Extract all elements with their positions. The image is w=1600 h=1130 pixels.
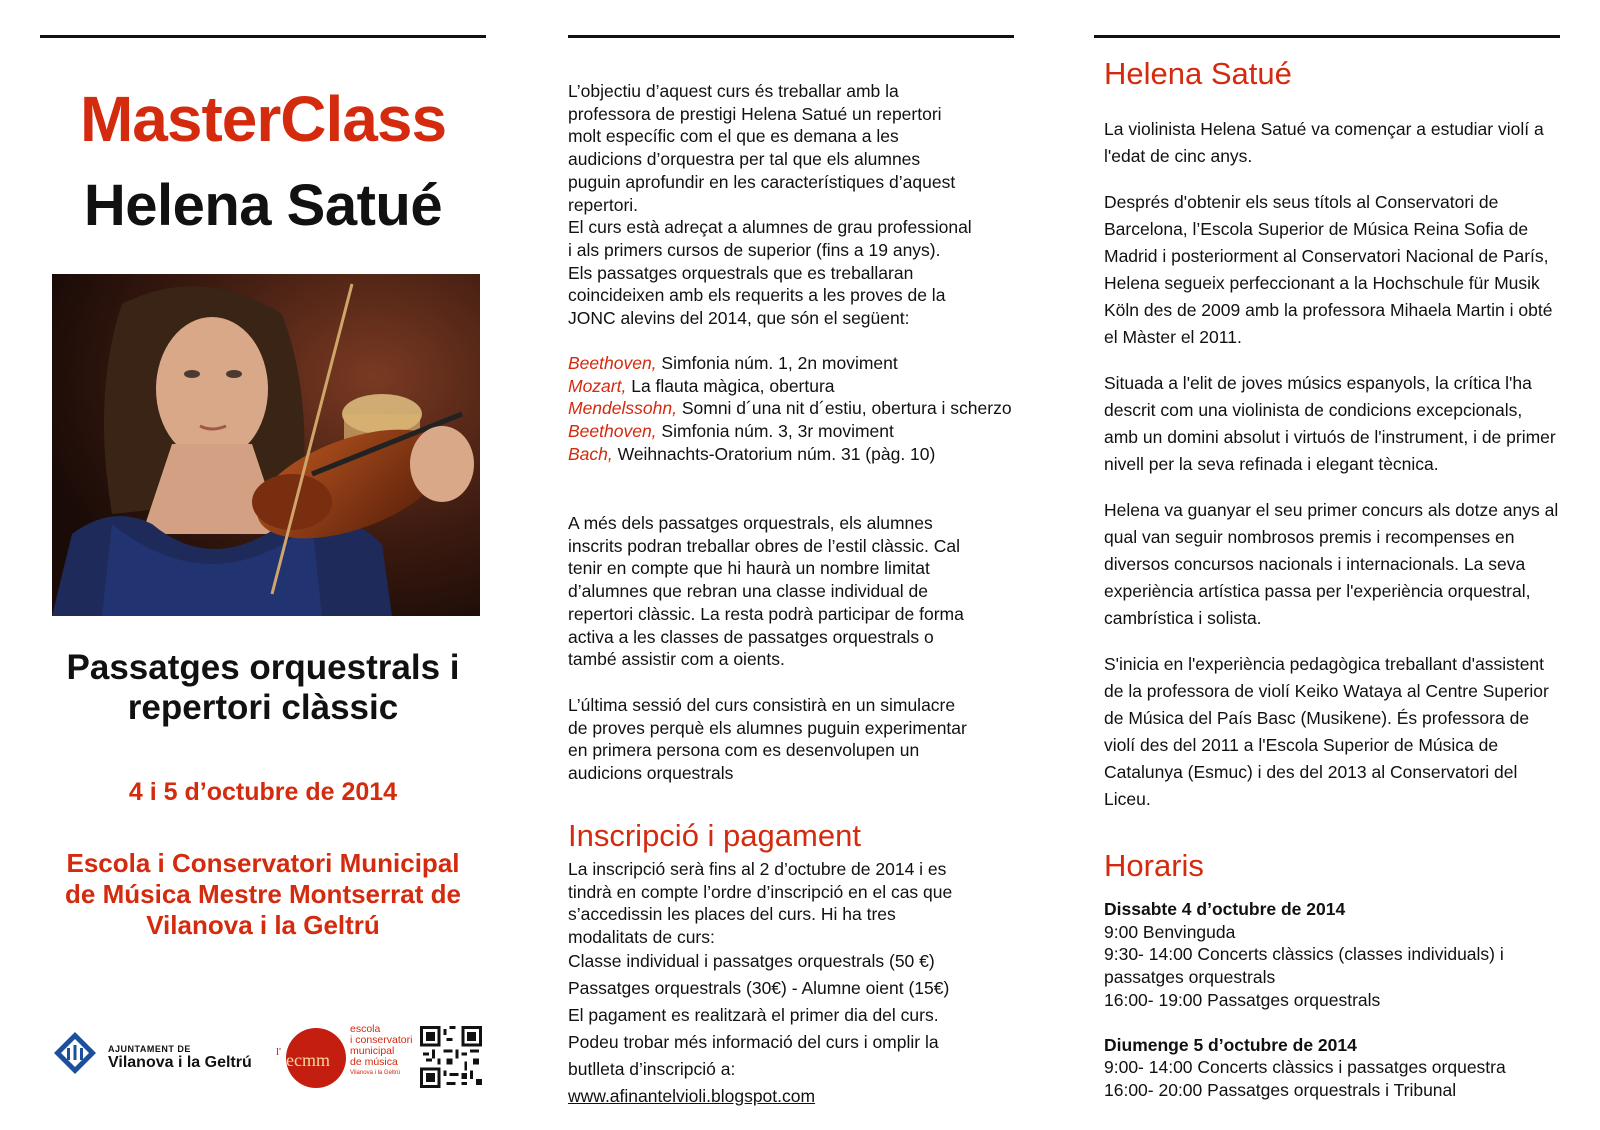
- repertoire-item: [568, 375, 1014, 398]
- composer-name: Mozart,: [568, 375, 627, 396]
- schedule-day: Diumenge 5 d’octubre de 2014: [1104, 1034, 1357, 1055]
- work-title: Simfonia núm. 3, 3r moviment: [656, 421, 894, 442]
- repertoire-item: [568, 397, 1014, 420]
- text-line: professora de prestigi Helena Satué un repertori: [568, 103, 942, 124]
- repertoire-list: [568, 352, 1014, 466]
- composer-name: Bach,: [568, 443, 613, 464]
- blog-link[interactable]: www.afinantelvioli.blogspot.com: [568, 1086, 816, 1106]
- bio-heading: Helena Satué: [1104, 56, 1292, 91]
- text-line: audicions d’orquestra per tal que els alumnes: [568, 149, 921, 170]
- text-line: tenir en compte que hi haurà un nombre limitat: [568, 558, 930, 579]
- text-line: audicions orquestrals: [568, 763, 734, 784]
- composer-name: Beethoven,: [568, 353, 657, 373]
- text-line: L’última sessió del curs consistirà en un simulacre: [568, 695, 956, 715]
- subtitle-line: Passatges orquestrals i: [66, 648, 460, 687]
- text-line: Els passatges orquestrals que es treballaran: [568, 262, 914, 283]
- schedule: [1104, 898, 1560, 1102]
- inscription-details: [568, 948, 1014, 1110]
- text-line: butlleta d’inscripció a:: [568, 1059, 736, 1079]
- ecmm-logo-icon: [272, 1024, 362, 1090]
- repertoire-item: [568, 420, 1014, 443]
- schedule-heading: Horaris: [1104, 848, 1204, 883]
- text-line: Passatges orquestrals (30€) - Alumne oient (15€): [568, 978, 950, 998]
- composer-name: Mendelssohn,: [568, 398, 677, 419]
- text-line: El pagament es realitzarà el primer dia del curs.: [568, 1005, 939, 1025]
- ecmm-line: de música: [350, 1056, 398, 1068]
- school-name: [40, 848, 486, 941]
- bio-paragraph: S'inicia en l'experiència pedagògica treballant d'assistent de la professora de violí Keiko Wataya al Centre Superior de Música del País Basc (Musikene). És professora de violí des del 2011 a l'Escola Superior de Música de Catalunya (Esmuc) i des del 2013 al Conservatori del Liceu.: [1104, 654, 1549, 809]
- ecmm-line: escola: [350, 1023, 381, 1035]
- text-line: La inscripció serà fins al 2 d’octubre de 2014 i es: [568, 859, 947, 879]
- bio-paragraph: Helena va guanyar el seu primer concurs als dotze anys al qual van seguir nombrosos premis i recompenses en diversos concursos nacionals i internacionals. La seva experiència artística passa per l'experiència orquestral, cambrística i solista.: [1104, 500, 1559, 628]
- composer-name: Beethoven,: [568, 421, 657, 442]
- text-line: tindrà en compte l’ordre d’inscripció en el cas que: [568, 881, 953, 902]
- school-line: Escola i Conservatori Municipal: [66, 848, 460, 878]
- ecmm-line: i conservatori: [350, 1034, 413, 1046]
- text-line: d’alumnes que rebran una classe individual de: [568, 581, 928, 602]
- text-line: i als primers cursos de superior (fins a 19 anys).: [568, 239, 941, 260]
- bio-paragraph: Situada a l'elit de joves músics espanyols, la crítica l'ha descrit com una violinista de condicions excepcionals, amb un domini absolut i virtuós de l'instrument, i de primer nivell per la seva refinada i elegant tècnica.: [1104, 373, 1556, 474]
- ecmm-logo-text: [350, 1024, 412, 1079]
- ajuntament-name: Vilanova i la Geltrú: [108, 1054, 252, 1071]
- text-line: Classe individual i passatges orquestrals (50 €): [568, 951, 935, 971]
- biography-column: [1094, 0, 1560, 1130]
- work-title: Weihnachts-Oratorium núm. 31 (pàg. 10): [612, 443, 936, 464]
- violinist-photo: [52, 274, 480, 616]
- top-rule: [40, 35, 486, 38]
- course-info-column: [568, 0, 1014, 1130]
- work-title: La flauta màgica, obertura: [626, 375, 835, 396]
- inscription-paragraph: [568, 858, 1014, 949]
- repertoire-item: [568, 443, 1014, 466]
- schedule-item: 9:00- 14:00 Concerts clàssics i passatges orquestra: [1104, 1057, 1506, 1078]
- text-line: El curs està adreçat a alumnes de grau professional: [568, 217, 972, 238]
- svg-text:ecmm: ecmm: [286, 1050, 330, 1070]
- inscription-heading: Inscripció i pagament: [568, 818, 861, 853]
- work-title: Somni d´una nit d´estiu, obertura i scherzo: [676, 398, 1012, 419]
- text-line: de proves perquè els alumnes puguin experimentar: [568, 717, 967, 738]
- qr-code-icon[interactable]: [420, 1026, 482, 1088]
- text-line: inscrits podran treballar obres de l’estil clàssic. Cal: [568, 535, 960, 556]
- school-line: de Música Mestre Montserrat de: [65, 879, 461, 909]
- bio-paragraph: La violinista Helena Satué va començar a estudiar violí a l'edat de cinc anys.: [1104, 119, 1544, 166]
- intro-paragraph: [568, 80, 1014, 330]
- text-line: JONC alevins del 2014, que són el següent:: [568, 308, 910, 329]
- sponsor-logos: [40, 1020, 486, 1090]
- text-line: A més dels passatges orquestrals, els alumnes: [568, 513, 933, 533]
- text-line: activa a les classes de passatges orquestrals o: [568, 626, 934, 647]
- text-line: modalitats de curs:: [568, 927, 715, 948]
- top-rule: [568, 35, 1014, 38]
- bio-paragraph: Després d'obtenir els seus títols al Conservatori de Barcelona, l’Escola Superior de Música Reina Sofia de Madrid i posteriorment al Conservatori Nacional de París, Helena segueix perfeccionant a la Hochschule für Musik Köln des de 2009 amb la professora Mihaela Martin i obté el Màster el 2011.: [1104, 192, 1553, 347]
- cover-column: [40, 0, 486, 1130]
- ecmm-line: Vilanova i la Geltrú: [350, 1070, 401, 1076]
- text-line: repertori.: [568, 194, 639, 215]
- svg-text:l': l': [276, 1046, 282, 1058]
- text-line: Podeu trobar més informació del curs i omplir la: [568, 1032, 939, 1052]
- schedule-item: 16:00- 19:00 Passatges orquestrals: [1104, 989, 1381, 1010]
- ecmm-line: municipal: [350, 1045, 395, 1057]
- biography: [1104, 116, 1560, 832]
- text-line: s’accedissin les places del curs. Hi ha tres: [568, 904, 896, 925]
- text-line: en primera persona com es desenvolupen un: [568, 740, 920, 761]
- text-line: molt específic com el que es demana a les: [568, 126, 899, 147]
- subtitle-line: repertori clàssic: [127, 688, 399, 727]
- course-dates: 4 i 5 d’octubre de 2014: [128, 778, 398, 806]
- repertoire-item: [568, 352, 1014, 375]
- teacher-name: Helena Satué: [83, 173, 443, 238]
- text-line: repertori clàssic. La resta podrà participar de forma: [568, 603, 964, 624]
- schedule-item: 9:00 Benvinguda: [1104, 921, 1236, 942]
- text-line: també assistir com a oients.: [568, 649, 785, 670]
- text-line: L’objectiu d’aquest curs és treballar amb la: [568, 81, 899, 101]
- extra-paragraph: [568, 512, 1014, 671]
- text-line: puguin aprofundir en les característiques d’aquest: [568, 171, 956, 192]
- ajuntament-small: AJUNTAMENT DE: [108, 1044, 191, 1054]
- top-rule: [1094, 35, 1560, 38]
- school-line: Vilanova i la Geltrú: [146, 910, 380, 940]
- ajuntament-shield-icon: [52, 1030, 98, 1076]
- schedule-item: 16:00- 20:00 Passatges orquestrals i Tribunal: [1104, 1079, 1457, 1100]
- text-line: coincideixen amb els requerits a les proves de la: [568, 285, 946, 306]
- last-session-paragraph: [568, 694, 1014, 785]
- course-subtitle: [40, 648, 486, 728]
- work-title: Simfonia núm. 1, 2n moviment: [656, 353, 898, 373]
- schedule-item: 9:30- 14:00 Concerts clàssics (classes individuals) i passatges orquestrals: [1104, 944, 1504, 988]
- masterclass-title: MasterClass: [79, 83, 447, 155]
- schedule-day: Dissabte 4 d’octubre de 2014: [1104, 899, 1346, 919]
- ajuntament-logo: [108, 1044, 252, 1072]
